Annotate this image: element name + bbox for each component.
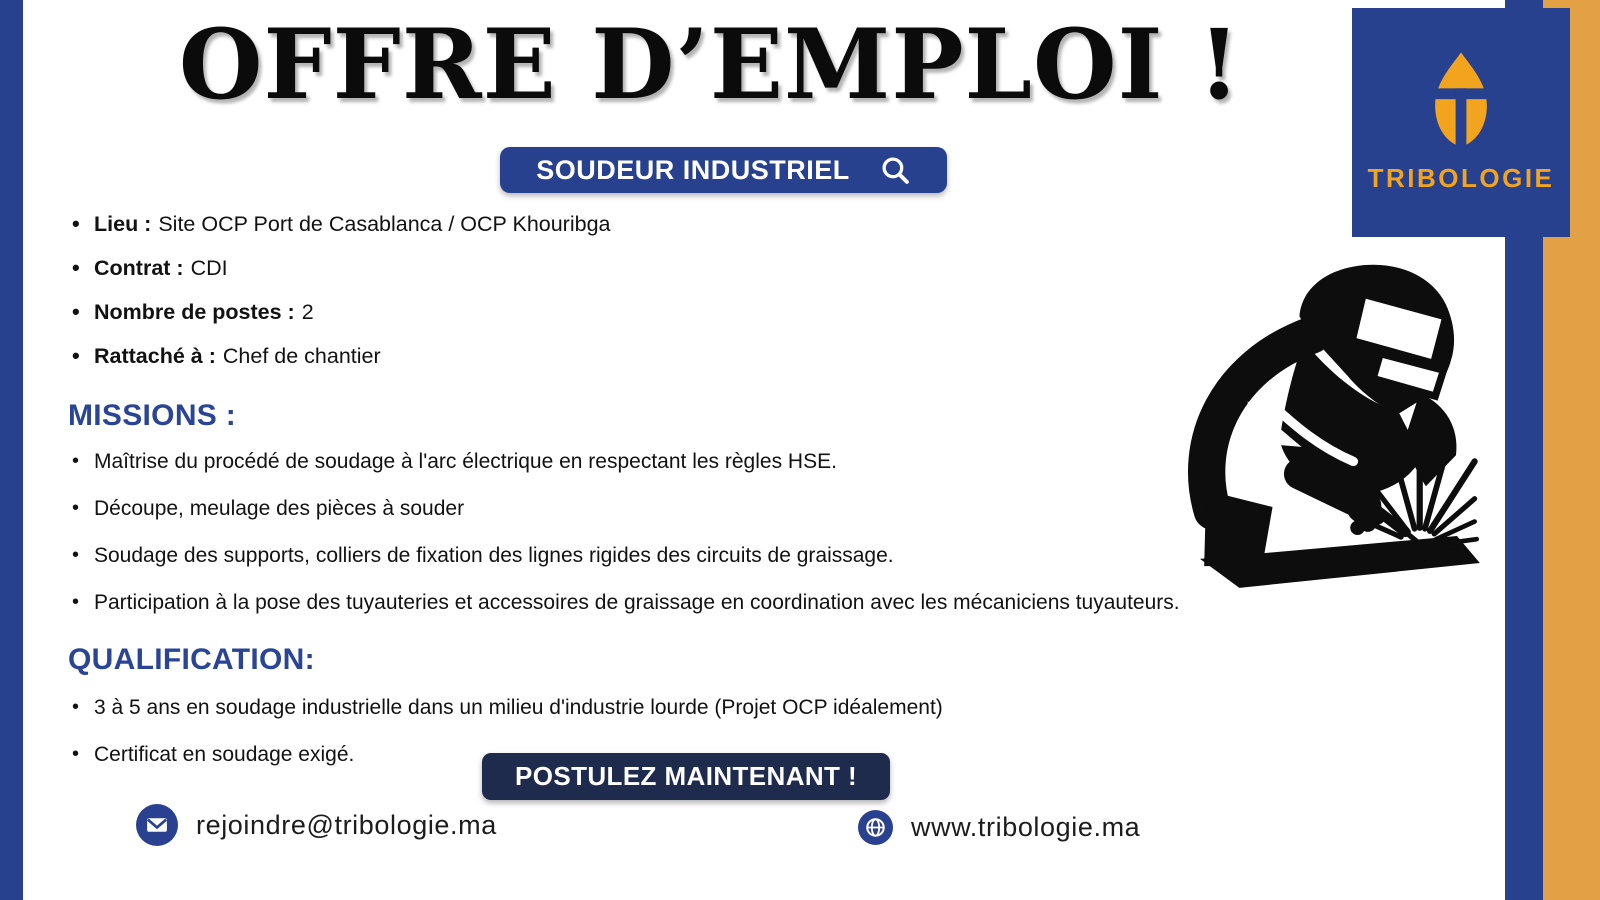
- page-title: OFFRE D’EMPLOI !: [178, 8, 1242, 121]
- contact-website-text: www.tribologie.ma: [911, 812, 1141, 842]
- logo-mark: [1425, 51, 1497, 148]
- mail-icon: [136, 804, 178, 846]
- detail-item-postes: [70, 297, 970, 327]
- detail-value: 2: [301, 300, 314, 324]
- search-icon: [880, 155, 911, 186]
- mission-item: • Découpe, meulage des pièces à souder: [72, 495, 1412, 523]
- contact-email-text: rejoindre@tribologie.ma: [196, 809, 497, 840]
- welder-illustration: [1148, 250, 1480, 592]
- apply-button[interactable]: POSTULEZ MAINTENANT !: [482, 753, 890, 800]
- mission-item: • Participation à la pose des tuyauteries et accessoires de graissage en coordination avec les mécaniciens tuyauteurs.: [72, 589, 1412, 617]
- detail-value: CDI: [190, 256, 228, 280]
- detail-value: Site OCP Port de Casablanca / OCP Khouribga: [158, 212, 611, 236]
- company-logo: [1352, 8, 1570, 237]
- detail-item-rattache: [70, 341, 970, 371]
- detail-item-lieu: [70, 209, 970, 239]
- detail-label: Nombre de postes :: [94, 300, 295, 324]
- mission-item: • Soudage des supports, colliers de fixation des lignes rigides des circuits de graissage.: [72, 542, 1412, 570]
- qualification-item: • Certificat en soudage exigé.: [72, 741, 1172, 769]
- job-details-list: [70, 209, 970, 385]
- globe-icon: [858, 810, 893, 845]
- left-accent-bar: [0, 0, 23, 900]
- detail-label: Rattaché à :: [94, 344, 216, 368]
- detail-item-contrat: [70, 253, 970, 283]
- contact-website[interactable]: [858, 810, 1140, 845]
- logo-wordmark: TRIBOLOGIE: [1367, 163, 1555, 193]
- contact-email[interactable]: [136, 804, 497, 846]
- detail-label: Lieu :: [94, 212, 152, 236]
- job-title-badge[interactable]: [500, 147, 947, 193]
- detail-label: Contrat :: [94, 256, 184, 280]
- qualification-item: • 3 à 5 ans en soudage industrielle dans un milieu d'industrie lourde (Projet OCP idéalement): [72, 694, 1172, 722]
- missions-heading: MISSIONS :: [68, 399, 237, 432]
- job-title-label: SOUDEUR INDUSTRIEL: [536, 154, 850, 185]
- detail-value: Chef de chantier: [222, 344, 381, 368]
- qualification-heading: QUALIFICATION:: [68, 643, 315, 676]
- mission-item: • Maîtrise du procédé de soudage à l'arc électrique en respectant les règles HSE.: [72, 448, 1412, 476]
